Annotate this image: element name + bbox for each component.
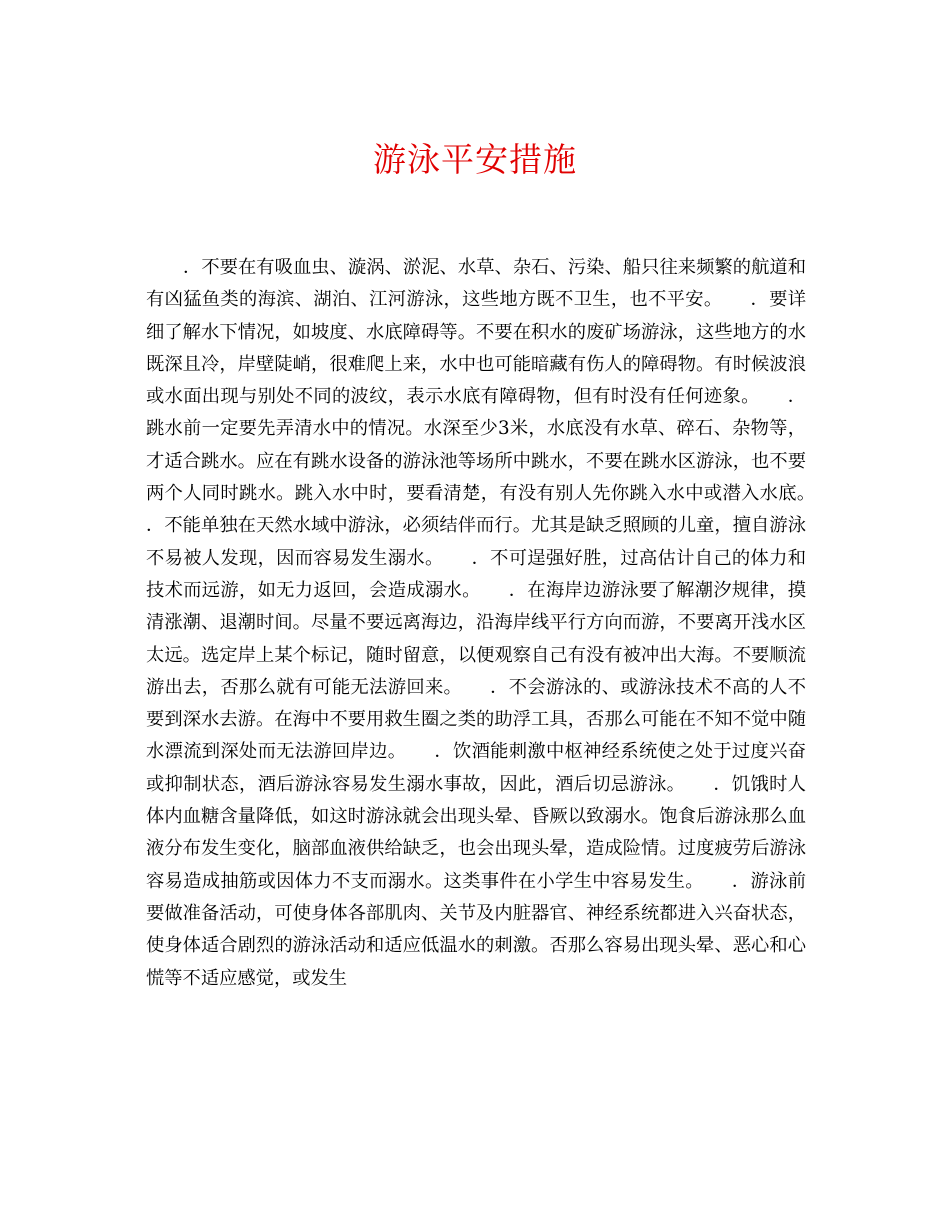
document-body-text: ．不要在有吸血虫、漩涡、淤泥、水草、杂石、污染、船只往来频繁的航道和有凶猛鱼类的海滨、湖泊、江河游泳，这些地方既不卫生，也不平安。 ．要详细了解水下情况，如坡度、水底障碍等。不要在积水的废矿场游泳，这些地方的水既深且冷，岸壁陡峭，很难爬上来，水中也可能暗藏有伤人的障碍物。有时候波浪或水面出现与别处不同的波纹，表示水底有障碍物，但有时没有任何迹象。 ．跳水前一定要先弄清水中的情况。水深至少3米，水底没有水草、碎石、杂物等，才适合跳水。应在有跳水设备的游泳池等场所中跳水，不要在跳水区游泳，也不要两个人同时跳水。跳入水中时，要看清楚，有没有别人先你跳入水中或潜入水底。 ．不能单独在天然水域中游泳，必须结伴而行。尤其是缺乏照顾的儿童，擅自游泳不易被人发现，因而容易发生溺水。 ．不可逞强好胜，过高估计自己的体力和技术而远游，如无力返回，会造成溺水。 ．在海岸边游泳要了解潮汐规律，摸清涨潮、退潮时间。尽量不要远离海边，沿海岸线平行方向而游，不要离开浅水区太远。选定岸上某个标记，随时留意，以便观察自己有没有被冲出大海。不要顺流游出去，否那么就有可能无法游回来。 ．不会游泳的、或游泳技术不高的人不要到深水去游。在海中不要用救生圈之类的助浮工具，否那么可能在不知不觉中随水漂流到深处而无法游回岸边。 ．饮酒能刺激中枢神经系统使之处于过度兴奋或抑制状态，酒后游泳容易发生溺水事故，因此，酒后切忌游泳。 ．饥饿时人体内血糖含量降低，如这时游泳就会出现头晕、昏厥以致溺水。饱食后游泳那么血液分布发生变化，脑部血液供给缺乏，也会出现头晕，造成险情。过度疲劳后游泳容易造成抽筋或因体力不支而溺水。这类事件在小学生中容易发生。 ．游泳前要做准备活动，可使身体各部肌肉、关节及内脏器官、神经系统都进入兴奋状态，使身体适合剧烈的游泳活动和适应低温水的刺激。否那么容易出现头晕、恶心和心慌等不适应感觉，或发生 — [146, 257, 843, 989]
document-title: 游泳平安措施 — [373, 140, 577, 179]
